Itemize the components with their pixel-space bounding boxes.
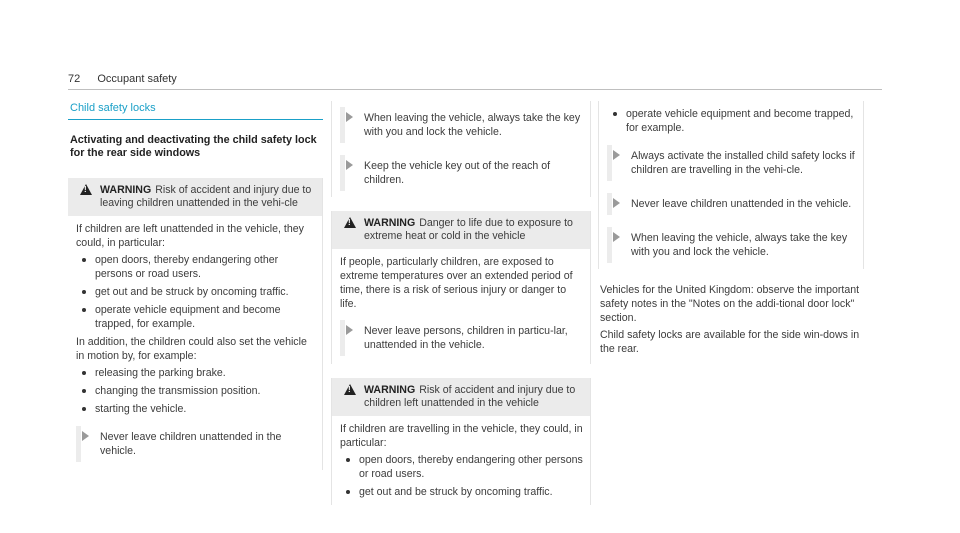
sub-title-line-2: for the rear side windows [70,147,201,159]
chapter-title: Occupant safety [97,73,177,85]
warning-label: WARNING [364,217,416,229]
section-divider [68,119,323,120]
step-text: Never leave children unattended in the vehicle. [100,431,282,457]
sub-title-line-1: Activating and deactivating the child safety lock [70,134,317,146]
list-item: releasing the parking brake. [76,366,316,380]
warning-box [331,378,591,505]
instruction-step [332,101,590,149]
warning-label: WARNING [100,184,152,196]
page-header [68,72,177,86]
section-title: Child safety locks [70,102,156,114]
warning-addition: In addition, the children could also set the vehicle in motion by, for example: [76,336,307,362]
bullet-list [76,253,316,331]
step-text: Never leave persons, children in particu-lar, unattended in the vehicle. [364,325,568,351]
list-item: changing the transmission position. [76,384,316,398]
warning-intro: If children are travelling in the vehicle, they could, in particular: [340,423,583,449]
warning-heading: Risk of accident and injury due to leaving children unattended in the vehi-cle [100,184,312,209]
arrow-right-icon [82,431,89,441]
warning-heading: Risk of accident and injury due to children left unattended in the vehicle [364,384,576,409]
column-2 [331,101,591,505]
list-item: get out and be struck by oncoming traffic. [76,285,316,299]
step-text: Never leave children unattended in the vehicle. [631,198,852,210]
step-bar [340,320,345,356]
warning-body [332,416,590,499]
warning-header [68,178,322,216]
warning-triangle-icon [344,384,356,395]
arrow-right-icon [346,160,353,170]
arrow-right-icon [346,112,353,122]
warning-label: WARNING [364,384,416,396]
step-bar [340,107,345,143]
step-text: Always activate the installed child safety locks if children are travelling in the vehi-cle. [631,150,855,176]
list-item: starting the vehicle. [76,402,316,416]
bullet-list [76,366,316,416]
step-bar [607,193,612,215]
paragraph: Vehicles for the United Kingdom: observe the important safety notes in the "Notes on the addi-tional door lock" section. [600,284,860,324]
instruction-step [332,314,590,362]
bullet-list [340,453,584,499]
sub-title [70,134,323,160]
step-bar [607,145,612,181]
column-3 [598,101,864,359]
step-bar [340,155,345,191]
body-text [598,283,864,356]
list-item: operate vehicle equipment and become trapped, for example. [76,303,316,331]
list-item: open doors, thereby endangering other persons or road users. [76,253,316,281]
arrow-right-icon [613,198,620,208]
step-text: Keep the vehicle key out of the reach of children. [364,160,551,186]
warning-body [68,216,322,416]
step-group [331,101,591,197]
warning-continuation [598,101,864,269]
page-number: 72 [68,73,81,85]
arrow-right-icon [613,232,620,242]
step-text: When leaving the vehicle, always take the key with you and lock the vehicle. [631,232,848,258]
warning-heading: Danger to life due to exposure to extreme heat or cold in the vehicle [364,217,573,242]
warning-box [331,211,591,364]
instruction-step [68,420,322,468]
warning-header [332,378,590,416]
warning-body [599,101,863,135]
warning-triangle-icon [344,217,356,228]
arrow-right-icon [613,150,620,160]
paragraph: Child safety locks are available for the side win-dows in the rear. [600,329,860,355]
arrow-right-icon [346,325,353,335]
step-bar [607,227,612,263]
step-text: When leaving the vehicle, always take the key with you and lock the vehicle. [364,112,581,138]
warning-box [68,178,323,470]
instruction-step [599,221,863,269]
instruction-step [332,149,590,197]
warning-text: If people, particularly children, are exposed to extreme temperatures over an extended period of time, there is a risk of serious injury or danger to life. [340,256,573,310]
instruction-step [599,187,863,221]
instruction-step [599,139,863,187]
list-item: open doors, thereby endangering other persons or road users. [340,453,584,481]
list-item: operate vehicle equipment and become trapped, for example. [607,107,857,135]
step-bar [76,426,81,462]
warning-intro: If children are left unattended in the vehicle, they could, in particular: [76,223,304,249]
header-divider [68,89,882,90]
bullet-list [607,107,857,135]
warning-header [332,211,590,249]
warning-body [332,249,590,311]
list-item: get out and be struck by oncoming traffic. [340,485,584,499]
warning-triangle-icon [80,184,92,195]
column-1 [68,101,323,470]
